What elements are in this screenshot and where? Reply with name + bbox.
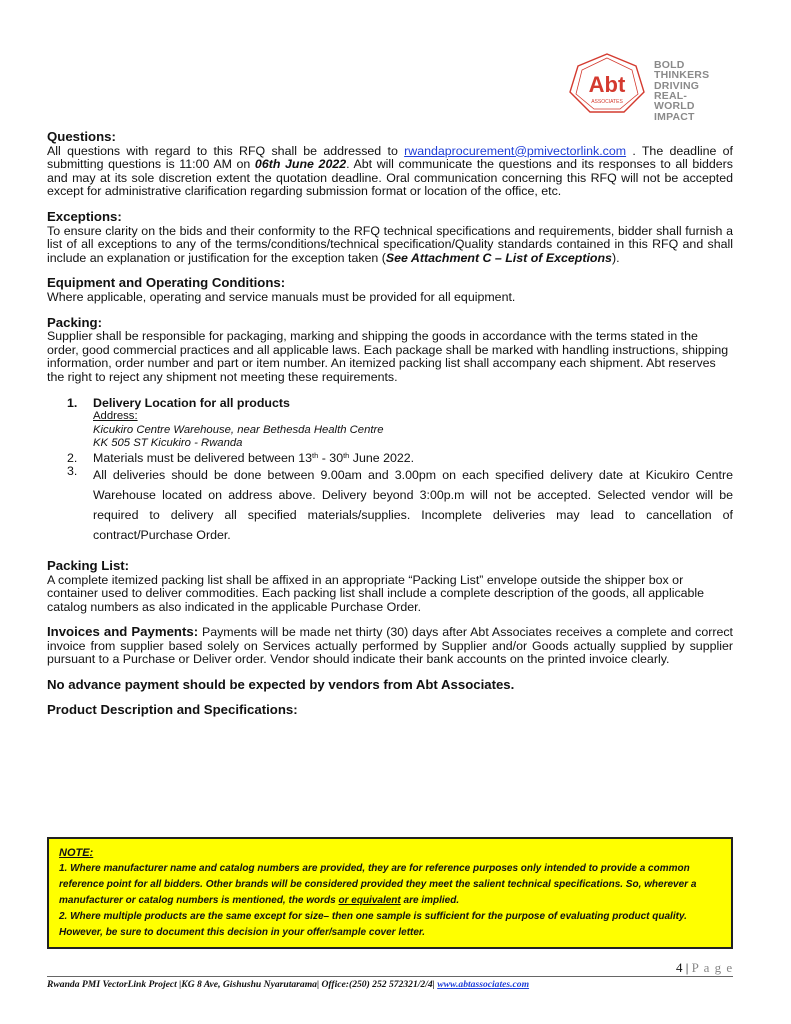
page-number-value: 4 — [676, 960, 683, 975]
note-text: are implied. — [400, 895, 460, 906]
exceptions-attachment-ref: See Attachment C – List of Exceptions — [385, 250, 612, 265]
list-number: 2. — [67, 451, 78, 466]
footer-divider — [47, 976, 733, 977]
logo-sub: ASSOCIATES — [591, 99, 623, 105]
questions-text-part: . Abt will communicate the questions and its responses to all bidders and may at its sole discretion extent the quotation deadline. Oral communication concerning this RFQ will not be accepted except for administrative clarification regarding submission format or location of the office, etc. — [47, 157, 733, 199]
delivery-location-title: Delivery Location for all products — [93, 395, 290, 410]
tagline-line: REAL-WORLD — [654, 90, 695, 113]
packing-list-heading: Packing List: — [47, 557, 130, 573]
packing-heading: Packing: — [47, 314, 102, 330]
or-equivalent-text: or equivalent — [338, 895, 401, 906]
page-label: P a g e — [691, 960, 734, 975]
questions-text-part: . The deadline of submitting questions is 11:00 AM on — [47, 143, 733, 172]
questions-deadline-date: 06th June 2022 — [254, 157, 347, 172]
logo-tagline — [654, 60, 709, 122]
page-separator: | — [682, 960, 692, 975]
questions-text — [47, 145, 733, 199]
list-item — [67, 452, 733, 466]
invoices-heading: Invoices and Payments: — [47, 624, 199, 640]
page-number — [676, 960, 733, 976]
procurement-email-link[interactable]: rwandaprocurement@pmivectorlink.com — [404, 143, 627, 158]
exceptions-heading: Exceptions: — [47, 208, 122, 224]
delivery-list — [67, 397, 733, 545]
exceptions-text — [47, 225, 733, 266]
document-body — [47, 130, 733, 727]
invoices-section — [47, 625, 733, 667]
note-title: NOTE: — [59, 847, 94, 859]
exceptions-text-part: ). — [611, 250, 620, 265]
footer-text: Rwanda PMI VectorLink Project |KG 8 Ave, Gishushu Nyarutarama| Office:(250) 252 572321/2/4| — [47, 979, 438, 990]
abt-logo — [566, 52, 710, 123]
footer-website-link[interactable]: www.abtassociates.com — [437, 979, 530, 990]
questions-section — [47, 130, 733, 199]
packing-list-text: A complete itemized packing list shall be affixed in an appropriate “Packing List” envelope outside the shipper box or container used to deliver commodities. Each packing list shall include a complete description of the goods, all applicable catalog numbers as also indicated in the applicable Purchase Order. — [47, 572, 705, 614]
footer — [47, 979, 733, 990]
advance-payment-notice: No advance payment should be expected by vendors from Abt Associates. — [47, 677, 515, 693]
packing-text: Supplier shall be responsible for packaging, marking and shipping the goods in accordance with the terms stated in the order, good commercial practices and all applicable laws. Each package shall be marked with handling instructions, shipping information, order number and part or item number. An itemized packing list shall accompany each shipment. Abt reserves the right to reject any shipment not meeting these requirements. — [47, 329, 729, 384]
address-line: Kicukiro Centre Warehouse, near Bethesda Health Centre — [93, 423, 384, 436]
delivery-dates-text: - 30 — [318, 451, 344, 466]
ordinal-suffix: th — [343, 451, 350, 461]
note-box — [47, 837, 733, 949]
tagline-line: THINKERS — [654, 69, 710, 82]
packing-section — [47, 316, 733, 385]
logo-brand: Abt — [588, 72, 626, 97]
product-heading: Product Description and Specifications: — [47, 701, 298, 717]
questions-heading: Questions: — [47, 129, 116, 144]
list-item — [67, 465, 733, 545]
delivery-time-text: All deliveries should be done between 9.00am and 3.00pm on each specified delivery date at Kicukiro Centre Warehouse located on address above. Delivery beyond 3:00p.m will not be accepted. Selected vendor will be required to delivery all specified materials/supplies. Incomplete deliveries may lead to cancellation of contract/Purchase Order. — [93, 467, 733, 542]
list-item — [67, 397, 733, 451]
exceptions-section — [47, 210, 733, 265]
abt-logo-icon — [566, 52, 648, 114]
exceptions-text-part: To ensure clarity on the bids and their conformity to the RFQ technical specifications and requirements, bidder shall furnish a list of all exceptions to any of the terms/conditions/technical specification/Quality standards contained in this RFQ and shall include an explanation or justification for the exception taken ( — [47, 223, 733, 265]
tagline-line: IMPACT — [654, 110, 695, 123]
invoices-body: Payments will be made net thirty (30) days after Abt Associates receives a complete and correct invoice from supplier based solely on Services actually performed by Supplier and/or Goods actually supplied by supplier pursuant to a Purchase or Deliver order. Vendor should indicate their bank accounts on the printed invoice clearly. — [47, 625, 733, 667]
list-number: 1. — [67, 395, 78, 410]
tagline-line: DRIVING — [654, 79, 700, 92]
note-text: 1. Where manufacturer name and catalog numbers are provided, they are for reference purposes only intended to provide a common reference point for all bidders. Other brands will be considered provided they meet the salient technical specifications. So, wherever a manufacturer or catalog numbers is mentioned, the words — [59, 863, 697, 906]
delivery-address — [93, 410, 733, 450]
equipment-heading: Equipment and Operating Conditions: — [47, 275, 286, 291]
delivery-dates-text: Materials must be delivered between 13 — [93, 451, 313, 466]
advance-payment-section — [47, 678, 733, 692]
list-number: 3. — [67, 463, 78, 478]
ordinal-suffix: th — [312, 451, 319, 461]
equipment-text: Where applicable, operating and service manuals must be provided for all equipment. — [47, 289, 516, 304]
note-item — [59, 861, 721, 909]
packing-list-section — [47, 559, 733, 614]
note-item: 2. Where multiple products are the same except for size– then one sample is sufficient for the purpose of evaluating product quality. However, be sure to document this decision in your offer/sample cover letter. — [59, 911, 687, 938]
equipment-section — [47, 276, 733, 304]
invoices-text — [47, 625, 733, 667]
address-label: Address: — [93, 410, 138, 423]
product-section — [47, 703, 733, 717]
delivery-dates-text: June 2022. — [349, 451, 415, 466]
tagline-line: BOLD — [654, 59, 685, 71]
questions-text-part: All questions with regard to this RFQ shall be addressed to — [47, 143, 405, 158]
address-line: KK 505 ST Kicukiro - Rwanda — [93, 436, 243, 449]
